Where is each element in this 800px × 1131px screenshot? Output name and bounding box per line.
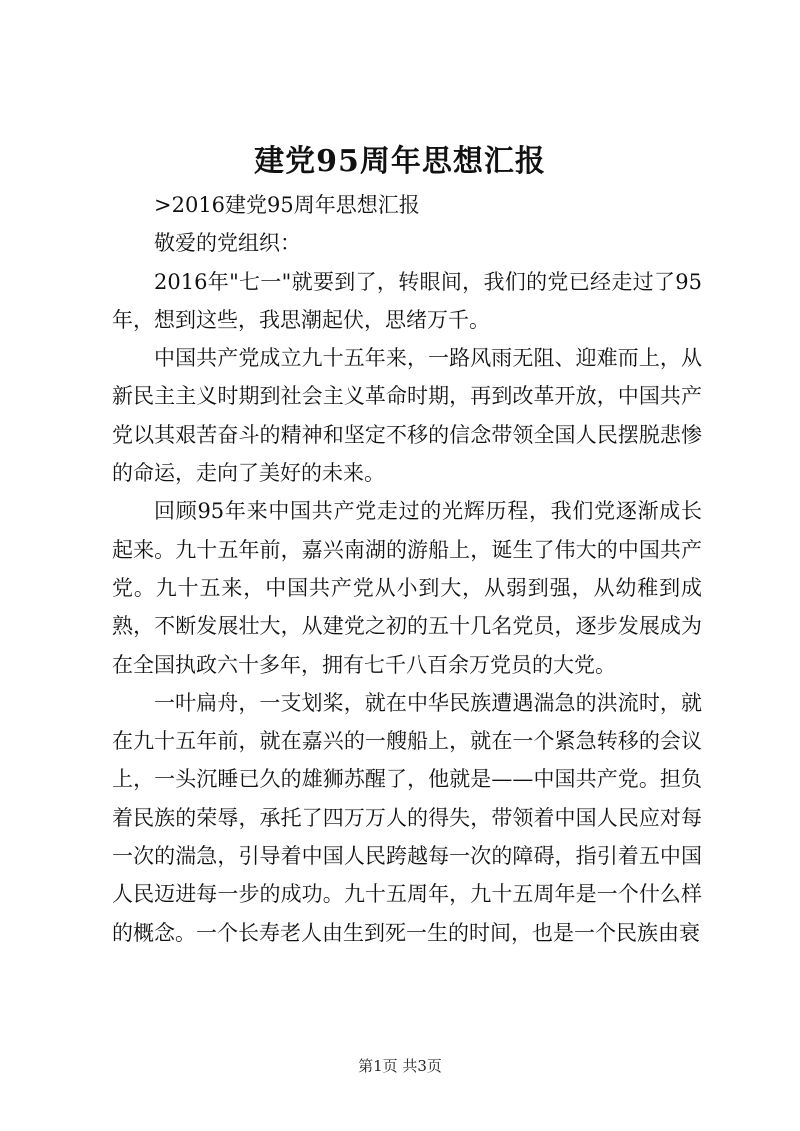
paragraph-body: 2016年"七一"就要到了，转眼间，我们的党已经走过了95年，想到这些，我思潮起伏，思绪万千。 (112, 269, 702, 332)
page-footer-indicator: 第1页 共3页 (358, 1057, 442, 1075)
paragraph-salutation: 敬爱的党组织： (154, 231, 301, 256)
paragraph-body: 回顾95年来中国共产党走过的光辉历程，我们党逐渐成长起来。九十五年前，嘉兴南湖的游船上，诞生了伟大的中国共产党。九十五来，中国共产党从小到大，从弱到强，从幼稚到成熟，不断发展壮大，从建党之初的五十几名党员，逐步发展成为在全国执政六十多年，拥有七千八百余万党员的大党。 (112, 499, 702, 677)
paragraph-subtitle: >2016建党95周年思想汇报 (154, 193, 420, 217)
document-title: 建党95周年思想汇报 (254, 144, 546, 179)
document-body (112, 186, 702, 952)
paragraph-body: 一叶扁舟，一支划桨，就在中华民族遭遇湍急的洪流时，就在九十五年前，就在嘉兴的一艘船上，就在一个紧急转移的会议上，一头沉睡已久的雄狮苏醒了，他就是——中国共产党。担负着民族的荣辱，承托了四万万人的得失，带领着中国人民应对每一次的湍急，引导着中国人民跨越每一次的障碍，指引着五中国人民迈进每一步的成功。九十五周年，九十五周年是一个什么样的概念。一个长寿老人由生到死一生的时间，也是一个民族由衰 (112, 690, 702, 945)
paragraph-body: 中国共产党成立九十五年来，一路风雨无阻、迎难而上，从新民主主义时期到社会主义革命时期，再到改革开放，中国共产党以其艰苦奋斗的精神和坚定不移的信念带领全国人民摆脱悲惨的命运，走向了美好的未来。 (112, 346, 702, 486)
